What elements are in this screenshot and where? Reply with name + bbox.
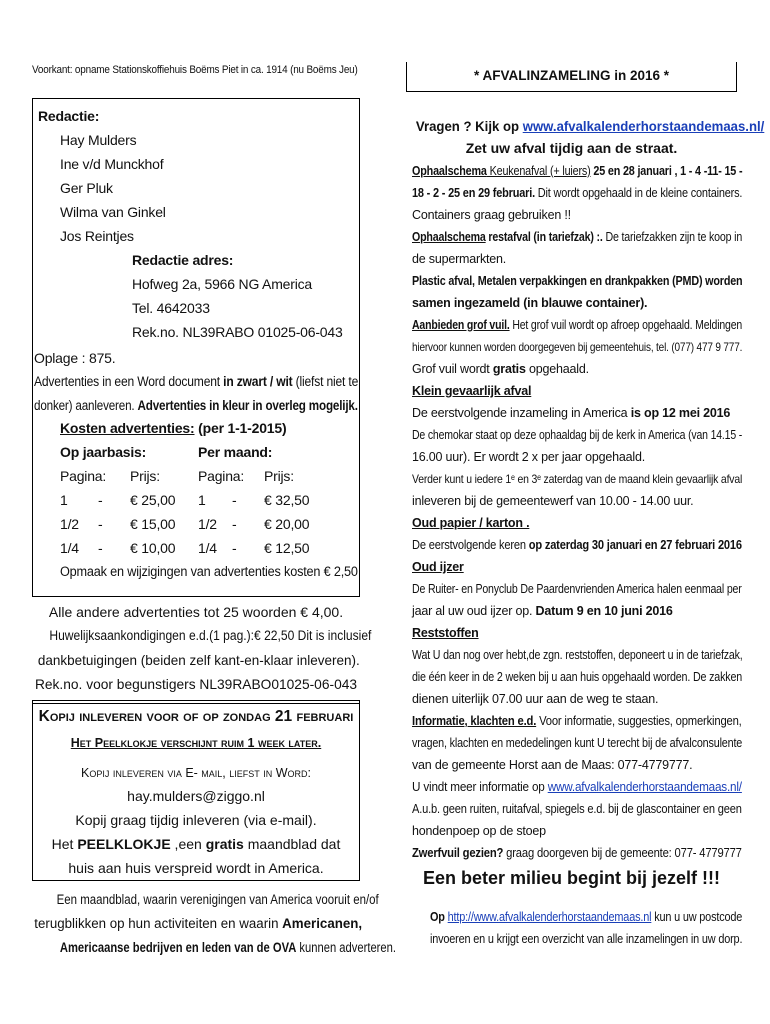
per-maand-heading: Per maand:: [198, 444, 273, 460]
p5-line: Verder kunt u iedere 1ᵉ en 3ᵉ zaterdag van de maand klein gevaarlijk afval: [412, 472, 743, 486]
pricing-box-top: [32, 596, 360, 597]
op-line: invoeren en u krijgt een overzicht van alle inzamelingen in uw dorp.: [430, 932, 743, 946]
jaarbasis-heading: Op jaarbasis:: [60, 444, 147, 460]
zet-line: Zet uw afval tijdig aan de straat.: [465, 140, 678, 156]
pricing-line: Huwelijksaankondigingen e.d.(1 pag.):€ 22,50 Dit is inclusief: [49, 628, 372, 643]
op-line: Op http://www.afvalkalenderhorstaandemaas.nl kun u uw postcode: [430, 910, 743, 924]
p1-line: Containers graag gebruiken !!: [412, 208, 571, 222]
p2-line: de supermarkten.: [412, 252, 507, 266]
kopij-box-top: [32, 700, 360, 701]
price-row-page: 1/2: [60, 516, 79, 532]
vragen-line: Vragen ? Kijk op www.afvalkalenderhorstaandemaas.nl/: [415, 118, 765, 134]
adv-line-2: donker) aanleveren. Advertenties in kleur in overleg mogelijk.: [34, 398, 358, 413]
kopij-verspreid: huis aan huis verspreid wordt in America.: [68, 860, 324, 876]
kopij-title: Kopij inleveren voor of op zondag 21 februari: [38, 708, 354, 725]
p9-line: Informatie, klachten e.d. Voor informatie, suggesties, opmerkingen,: [412, 714, 742, 728]
pricing-line: Rek.no. voor begunstigers NL39RABO01025-06-043: [34, 676, 358, 692]
kopij-subtitle: Het Peelklokje verschijnt ruim 1 week later.: [70, 736, 322, 750]
kopij-box: [32, 704, 360, 880]
price-row-page: 1/4: [60, 540, 79, 556]
price-row-price: € 25,00: [130, 492, 176, 508]
p9-line: vragen, klachten en mededelingen kunt U terecht bij de afvalconsulente: [412, 736, 743, 750]
p5-line: De chemokar staat op deze ophaaldag bij de kerk in America (van 14.15 -: [412, 428, 743, 442]
p3-line: Plastic afval, Metalen verpakkingen en drankpakken (PMD) worden: [412, 274, 743, 288]
redactie-member: Ine v/d Munckhof: [60, 156, 164, 172]
price-row-page: 1: [198, 492, 206, 508]
col-pagina: Pagina:: [60, 468, 107, 484]
col-prijs: Prijs:: [130, 468, 160, 484]
p7-heading: Oud ijzer: [412, 560, 464, 574]
afvalkalender-link[interactable]: www.afvalkalenderhorstaandemaas.nl/: [522, 118, 765, 134]
price-row-price: € 32,50: [264, 492, 310, 508]
p1-line: Ophaalschema Keukenafval (+ luiers) 25 en 28 januari , 1 - 4 -11- 15 -: [412, 164, 743, 178]
redactie-member: Wilma van Ginkel: [60, 204, 166, 220]
p9-line: U vindt meer informatie op www.afvalkalenderhorstaandemaas.nl/: [412, 780, 742, 794]
price-row-page: 1/2: [198, 516, 217, 532]
closing-line: terugblikken op hun activiteiten en waarin Americanen,: [34, 916, 363, 931]
p4-line: hiervoor kunnen worden doorgegeven bij gemeentehuis, tel. (077) 477 9 777.: [412, 340, 743, 354]
dash: -: [232, 492, 237, 508]
address-line: Rek.no. NL39RABO 01025-06-043: [132, 324, 343, 340]
price-row-price: € 20,00: [264, 516, 310, 532]
price-row-page: 1/4: [198, 540, 217, 556]
p8-line: Wat U dan nog over hebt,de zgn. reststoffen, deponeert u in de tariefzak,: [412, 648, 743, 662]
p6-heading: Oud papier / karton .: [412, 516, 530, 530]
p5-line: 16.00 uur). Er wordt 2 x per jaar opgehaald.: [412, 450, 646, 464]
afvalkalender-link-3[interactable]: http://www.afvalkalenderhorstaandemaas.nl: [447, 910, 652, 924]
closing-line: Americaanse bedrijven en leden van de OVA kunnen adverteren.: [59, 940, 396, 955]
price-row-price: € 15,00: [130, 516, 176, 532]
price-row-price: € 12,50: [264, 540, 310, 556]
p9-line: van de gemeente Horst aan de Maas: 077-4779777.: [412, 758, 693, 772]
p2-line: Ophaalschema restafval (in tariefzak) :. De tariefzakken zijn te koop in: [412, 230, 743, 244]
p5-heading: Klein gevaarlijk afval: [412, 384, 532, 398]
redactie-member: Hay Mulders: [60, 132, 137, 148]
closing-line: Een maandblad, waarin verenigingen van America vooruit en/of: [56, 892, 379, 907]
adv-line-1: Advertenties in een Word document in zwart / wit (liefst niet te: [34, 374, 359, 389]
redactie-box-right: [359, 98, 360, 596]
p1-line: 18 - 2 - 25 en 29 februari. Dit wordt opgehaald in de kleine containers.: [412, 186, 743, 200]
pricing-box: [32, 600, 372, 696]
kopij-box-bottom: [32, 880, 360, 881]
address-line: Tel. 4642033: [132, 300, 210, 316]
right-column: [390, 0, 770, 1024]
p8-heading: Reststoffen: [412, 626, 479, 640]
price-row-price: € 10,00: [130, 540, 176, 556]
redactie-member: Ger Pluk: [60, 180, 113, 196]
kopij-email-intro: Kopij inleveren via E- mail, liefst in Word:: [81, 766, 311, 780]
oplage: Oplage : 875.: [34, 350, 116, 366]
dash: -: [98, 540, 103, 556]
kopij-email[interactable]: hay.mulders@ziggo.nl: [127, 788, 265, 804]
kosten-heading: Kosten advertenties: (per 1-1-2015): [60, 420, 287, 436]
milieu-slogan: Een beter milieu begint bij jezelf !!!: [422, 868, 721, 888]
p10-line: Zwerfvuil gezien? graag doorgeven bij de gemeente: 077- 4779777: [412, 846, 742, 860]
redactie-member: Jos Reintjes: [60, 228, 134, 244]
p8-line: dienen uiterlijk 07.00 uur aan de weg te staan.: [412, 692, 659, 706]
dash: -: [98, 492, 103, 508]
p5-line: De eerstvolgende inzameling in America is op 12 mei 2016: [412, 406, 731, 420]
address-heading: Redactie adres:: [132, 252, 234, 268]
p7-line: De Ruiter- en Ponyclub De Paardenvrienden America halen eenmaal per: [412, 582, 742, 596]
pricing-line: dankbetuigingen (beiden zelf kant-en-klaar inleveren).: [37, 652, 360, 668]
opmaak-note: Opmaak en wijzigingen van advertenties kosten € 2,50: [60, 564, 358, 579]
p9-line: hondenpoep op de stoep: [412, 824, 546, 838]
p4-line: Aanbieden grof vuil. Het grof vuil wordt op afroep opgehaald. Meldingen: [412, 318, 743, 332]
col-pagina: Pagina:: [198, 468, 245, 484]
p9-line: A.u.b. geen ruiten, ruitafval, spiegels e.d. bij de glascontainer en geen: [412, 802, 742, 816]
dash: -: [232, 516, 237, 532]
p6-line: De eerstvolgende keren op zaterdag 30 januari en 27 februari 2016: [412, 538, 742, 552]
p3-line: samen ingezameld (in blauwe container).: [412, 296, 648, 310]
afvalkalender-link-2[interactable]: www.afvalkalenderhorstaandemaas.nl/: [547, 780, 742, 794]
price-row-page: 1: [60, 492, 68, 508]
p5-line: inleveren bij de gemeentewerf van 10.00 - 14.00 uur.: [412, 494, 694, 508]
p4-line: Grof vuil wordt gratis opgehaald.: [412, 362, 589, 376]
address-line: Hofweg 2a, 5966 NG America: [132, 276, 313, 292]
dash: -: [98, 516, 103, 532]
title-box-bottom: [406, 91, 737, 92]
kopij-peelklokje-line: Het PEELKLOKJE ,een gratis maandblad dat: [51, 836, 341, 852]
redactie-heading: Redactie:: [38, 108, 100, 124]
front-note: Voorkant: opname Stationskoffiehuis Boëms Piet in ca. 1914 (nu Boëms Jeu): [32, 64, 358, 76]
col-prijs: Prijs:: [264, 468, 294, 484]
kopij-tijdig: Kopij graag tijdig inleveren (via e-mail).: [75, 812, 317, 828]
p7-line: jaar al uw oud ijzer op. Datum 9 en 10 juni 2016: [412, 604, 673, 618]
closing-paragraph: [32, 890, 396, 970]
redactie-box-top: [32, 98, 360, 99]
afval-title: * AFVALINZAMELING in 2016 *: [473, 68, 670, 83]
p8-line: die één keer in de 2 weken bij u aan huis opgehaald worden. De zakken: [412, 670, 743, 684]
dash: -: [232, 540, 237, 556]
redactie-box-left: [32, 98, 33, 596]
pricing-line: Alle andere advertenties tot 25 woorden € 4,00.: [48, 604, 344, 620]
